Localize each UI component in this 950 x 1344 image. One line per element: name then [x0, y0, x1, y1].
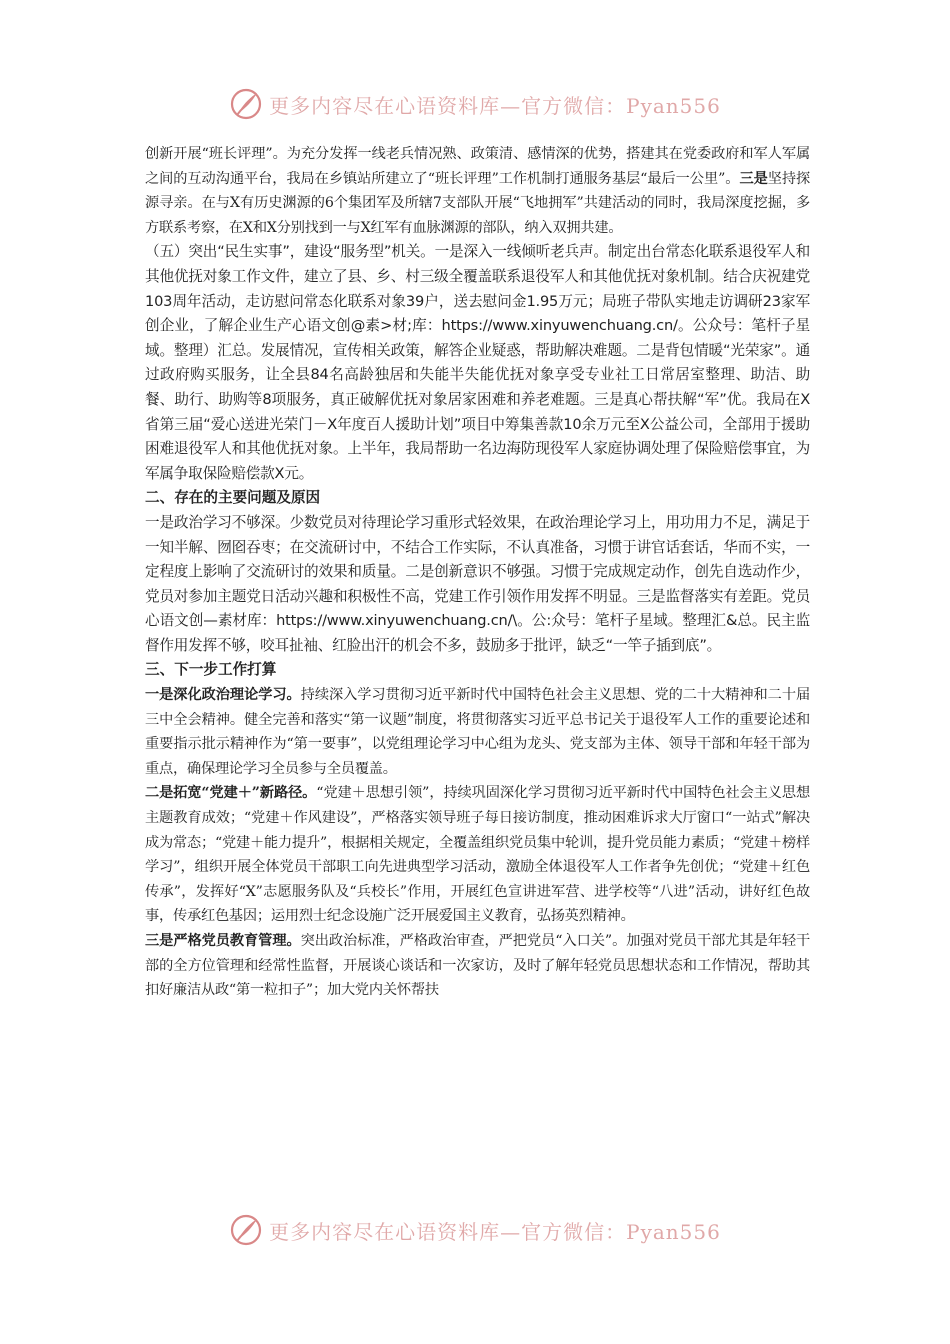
quill-logo-icon	[229, 87, 263, 121]
paragraph-1-tail: 坚持探源寻亲。在与X有历史渊源的6个集团军及所辖7支部队开展“飞地拥军”共建活动的同时，我局深度挖掘，多方联系考察，在X和X分别找到一与X红军有血脉渊源的部队，纳入双拥共建。	[145, 170, 810, 236]
section-heading-3: 三、下一步工作打算	[145, 661, 277, 679]
paragraph-2: （五）突出“民生实事”，建设“服务型”机关。一是深入一线倾听老兵声。制定出台常态化联系退役军人和其他优抚对象工作文件，建立了县、乡、村三级全覆盖联系退役军人和其他优抚对象机制。结合庆祝建党103周年活动，走访慰问常态化联系对象39户，送去慰问金1.95万元；局班子带队实地走访调研23家军创企业，了解企业生产心语文创@素>材;库：https://www.xinyuwenchuang.cn/。公众号：笔杆子星域。整理）汇总。发展情况，宣传相关政策，解答企业疑惑，帮助解决难题。二是背包情暖“光荣家”。通过政府购买服务，让全县84名高龄独居和失能半失能优抚对象享受专业社工日常居室整理、助洁、助餐、助行、助购等8项服务，真正破解优抚对象居家困难和养老难题。三是真心帮扶解“军”优。我局在X省第三届“爱心送进光荣门－X年度百人援助计划”项目中筹集善款10余万元至X公益公司，全部用于援助困难退役军人和其他优抚对象。上半年，我局帮助一名边海防现役军人家庭协调处理了保险赔偿事宜，为军属争取保险赔偿款X元。	[145, 243, 810, 482]
header-watermark-banner	[0, 84, 950, 124]
paragraph-4	[145, 683, 810, 781]
paragraph-4-text: 持续深入学习贯彻习近平新时代中国特色社会主义思想、党的二十大精神和二十届三中全会精神。健全完善和落实“第一议题”制度，将贯彻落实习近平总书记关于退役军人工作的重要论述和重要指示批示精神作为“第一要事”，以党组理论学习中心组为龙头、党支部为主体、领导干部和年轻干部为重点，确保理论学习全员参与全员覆盖。	[145, 687, 810, 777]
paragraph-1	[145, 142, 810, 240]
paragraph-1-lead: 三是	[739, 170, 768, 187]
paragraph-1-text: 创新开展“班长评理”。为充分发挥一线老兵情况熟、政策清、感情深的优势，搭建其在党委政府和军人军属之间的互动沟通平台，我局在乡镇站所建立了“班长评理”工作机制打通服务基层“最后一公里”。	[145, 146, 810, 187]
quill-logo-icon	[229, 1213, 263, 1247]
paragraph-6-lead: 三是严格党员教育管理。	[145, 933, 301, 949]
footer-watermark-banner	[0, 1210, 950, 1250]
section-heading-2: 二、存在的主要问题及原因	[145, 489, 321, 507]
paragraph-5-text: “党建＋思想引领”，持续巩固深化学习贯彻习近平新时代中国特色社会主义思想主题教育成效；“党建＋作风建设”，严格落实领导班子每日接访制度，推动困难诉求大厅窗口“一站式”解决成为常态；“党建＋能力提升”，根据相关规定，全覆盖组织党员集中轮训，提升党员能力素质；“党建＋榜样学习”，组织开展全体党员干部职工向先进典型学习活动，激励全体退役军人工作者争先创优；“党建＋红色传承”，发挥好“X”志愿服务队及“兵校长”作用，开展红色宣讲进军营、进学校等“八进”活动，讲好红色故事，传承红色基因；运用烈士纪念设施广泛开展爱国主义教育，弘扬英烈精神。	[145, 785, 810, 925]
document-body	[145, 142, 810, 1192]
paragraph-5	[145, 781, 810, 929]
header-watermark-text: 更多内容尽在心语资料库—官方微信：Pyan556	[269, 93, 721, 118]
paragraph-5-lead: 二是拓宽“党建＋”新路径。	[145, 785, 317, 802]
paragraph-3: 一是政治学习不够深。少数党员对待理论学习重形式轻效果，在政治理论学习上，用功用力不足，满足于一知半解、囫囵吞枣；在交流研讨中，不结合工作实际，不认真准备，习惯于讲官话套话，华而不实，一定程度上影响了交流研讨的效果和质量。二是创新意识不够强。习惯于完成规定动作，创先自选动作少，党员对参加主题党日活动兴趣和积极性不高，党建工作引领作用发挥不明显。三是监督落实有差距。党员心语文创—素材库：https://www.xinyuwenchuang.cn/\。公:众号：笔杆子星域。整理汇&总。民主监督作用发挥不够，咬耳扯袖、红脸出汗的机会不多，鼓励多于批评，缺乏“一竿子插到底”。	[145, 513, 810, 654]
paragraph-4-lead: 一是深化政治理论学习。	[145, 687, 301, 704]
paragraph-6	[145, 929, 810, 1003]
paragraph-6-text: 突出政治标准，严格政治审查，严把党员“入口关”。加强对党员干部尤其是年轻干部的全方位管理和经常性监督，开展谈心谈话和一次家访，及时了解年轻党员思想状态和工作情况，帮助其扣好廉洁从政“第一粒扣子”；加大党内关怀帮扶	[145, 933, 810, 999]
footer-watermark-text: 更多内容尽在心语资料库—官方微信：Pyan556	[269, 1219, 721, 1244]
